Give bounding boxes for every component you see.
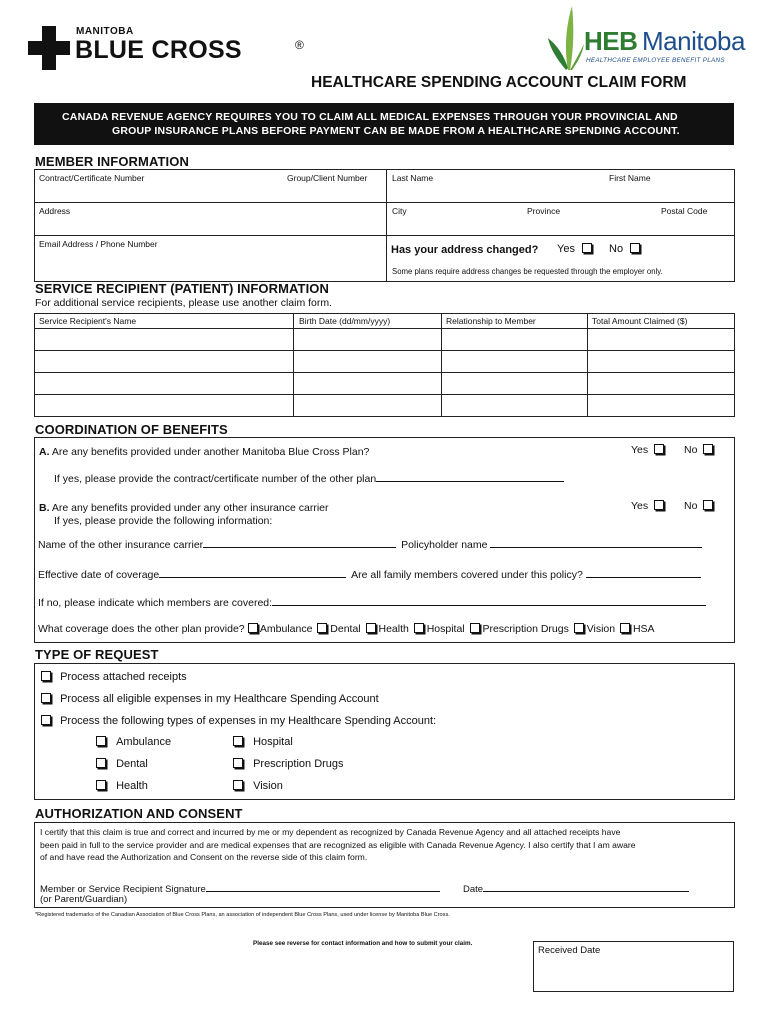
coverage-hsa-checkbox[interactable] — [620, 623, 630, 633]
form-title: HEALTHCARE SPENDING ACCOUNT CLAIM FORM — [311, 74, 687, 91]
expense-health-label: Health — [116, 780, 148, 792]
request-option-types[interactable] — [41, 715, 436, 727]
date-field[interactable] — [463, 882, 689, 895]
coverage-vision-checkbox[interactable] — [574, 623, 584, 633]
request-option-receipts[interactable] — [41, 671, 187, 683]
table-row[interactable] — [35, 329, 734, 350]
wheat-leaf-icon — [546, 4, 586, 72]
carrier-name-field[interactable] — [38, 538, 702, 551]
expense-health-checkbox[interactable] — [96, 780, 106, 790]
address-changed-yes[interactable] — [557, 243, 592, 255]
request-all-label: Process all eligible expenses in my Healthcare Spending Account — [60, 693, 379, 705]
policyholder-field[interactable] — [490, 538, 702, 548]
coverage-question: What coverage does the other plan provide? — [38, 623, 245, 635]
address-changed-question: Has your address changed? — [391, 244, 539, 256]
table-row[interactable] — [35, 395, 734, 416]
expense-dental-checkbox[interactable] — [96, 758, 106, 768]
received-date-label: Received Date — [538, 945, 601, 956]
which-members-label: If no, please indicate which members are covered: — [38, 597, 273, 609]
col-total-amount: Total Amount Claimed ($) — [592, 316, 688, 326]
postal-code-field[interactable]: Postal Code — [661, 206, 708, 216]
member-info-title: MEMBER INFORMATION — [35, 154, 189, 169]
coverage-ambulance-checkbox[interactable] — [248, 623, 258, 633]
coverage-prescription-label: Prescription Drugs — [482, 623, 569, 635]
registered-mark: ® — [295, 38, 304, 52]
address-changed-no[interactable] — [609, 243, 640, 255]
expense-prescription-label: Prescription Drugs — [253, 758, 344, 770]
cob-b-text: Are any benefits provided under any other insurance carrier — [51, 502, 329, 514]
col-relationship: Relationship to Member — [446, 316, 536, 326]
family-covered-field[interactable] — [586, 568, 701, 578]
cob-a-no-checkbox[interactable] — [703, 444, 713, 454]
coverage-ambulance-label: Ambulance — [259, 623, 313, 635]
heb-tagline: HEALTHCARE EMPLOYEE BENEFIT PLANS — [586, 57, 725, 64]
cob-b-no-checkbox[interactable] — [703, 500, 713, 510]
coverage-vision-label: Vision — [586, 623, 616, 635]
table-row[interactable] — [35, 351, 734, 372]
heb-name-text: Manitoba — [642, 26, 745, 56]
cob-title: COORDINATION OF BENEFITS — [35, 422, 228, 437]
expense-vision-label: Vision — [253, 780, 283, 792]
cob-a-yes[interactable] — [631, 444, 664, 456]
address-changed-yes-checkbox[interactable] — [582, 243, 592, 253]
consent-line-2: been paid in full to the service provider and are medical expenses that are recognized as eligible with Canada Revenue Agency. I also certify that I am aware — [40, 839, 636, 850]
coverage-hospital-label: Hospital — [426, 623, 465, 635]
coverage-health-label: Health — [378, 623, 409, 635]
expense-hospital[interactable] — [233, 736, 293, 748]
heb-manitoba-logo — [546, 4, 746, 72]
mbc-small-text: MANITOBA — [76, 26, 134, 37]
mbc-main-text: BLUE CROSS — [75, 36, 242, 64]
cob-a-no[interactable] — [684, 444, 713, 456]
received-date-box — [533, 941, 734, 992]
signature-label: Member or Service Recipient Signature — [40, 884, 206, 895]
city-field[interactable]: City — [392, 206, 407, 216]
coverage-options — [38, 623, 655, 635]
yes-label: Yes — [631, 444, 649, 456]
signature-sublabel: (or Parent/Guardian) — [40, 894, 128, 905]
request-types-label: Process the following types of expenses in my Healthcare Spending Account: — [60, 715, 437, 727]
trademark-note: *Registered trademarks of the Canadian Association of Blue Cross Plans, an association of independent Blue Cross Plans, used under license by Manitoba Blue Cross. — [35, 912, 450, 918]
coverage-prescription-checkbox[interactable] — [470, 623, 480, 633]
cob-b-followup: If yes, please provide the following information: — [54, 515, 273, 527]
expense-vision[interactable] — [233, 780, 283, 792]
recipient-subtitle: For additional service recipients, please use another claim form. — [35, 297, 333, 309]
which-members-field[interactable] — [38, 596, 706, 609]
contract-number-field[interactable]: Contract/Certificate Number — [39, 173, 145, 183]
province-field[interactable]: Province — [527, 206, 561, 216]
consent-title: AUTHORIZATION AND CONSENT — [35, 806, 243, 821]
expense-ambulance[interactable] — [96, 736, 171, 748]
notice-line-1: CANADA REVENUE AGENCY REQUIRES YOU TO CLAIM ALL MEDICAL EXPENSES THROUGH YOUR PROVINCIAL AND — [62, 111, 678, 123]
manitoba-blue-cross-logo — [28, 26, 308, 72]
coverage-hospital-checkbox[interactable] — [414, 623, 424, 633]
coverage-hsa-label: HSA — [632, 623, 655, 635]
cob-b-yes[interactable] — [631, 500, 664, 512]
request-title: TYPE OF REQUEST — [35, 647, 159, 662]
expense-hospital-label: Hospital — [253, 736, 293, 748]
cob-a-followup[interactable] — [54, 472, 564, 485]
expense-prescription-checkbox[interactable] — [233, 758, 243, 768]
cob-b-letter: B. — [39, 502, 50, 514]
expense-ambulance-label: Ambulance — [116, 736, 172, 748]
cob-b-no[interactable] — [684, 500, 713, 512]
blue-cross-icon — [28, 26, 70, 70]
email-phone-field[interactable]: Email Address / Phone Number — [39, 239, 158, 249]
cob-b-yes-checkbox[interactable] — [654, 500, 664, 510]
cob-a-text: Are any benefits provided under another Manitoba Blue Cross Plan? — [51, 446, 370, 458]
consent-line-3: of and have read the Authorization and Consent on the reverse side of this claim form. — [40, 852, 368, 863]
address-field[interactable]: Address — [39, 206, 71, 216]
heb-bold-text: HEB — [584, 26, 638, 56]
last-name-field[interactable]: Last Name — [392, 173, 434, 183]
cob-question-a — [39, 446, 369, 458]
no-label: No — [684, 444, 698, 456]
expense-dental-label: Dental — [116, 758, 148, 770]
effective-date-field[interactable] — [38, 568, 701, 581]
group-number-field[interactable]: Group/Client Number — [287, 173, 368, 183]
yes-label: Yes — [557, 243, 575, 255]
col-recipient-name: Service Recipient's Name — [39, 316, 137, 326]
policyholder-label: Policyholder name — [401, 539, 488, 551]
cob-a-yes-checkbox[interactable] — [654, 444, 664, 454]
effective-date-label: Effective date of coverage — [38, 569, 160, 581]
recipient-title: SERVICE RECIPIENT (PATIENT) INFORMATION — [35, 281, 330, 296]
no-label: No — [684, 500, 698, 512]
reverse-note: Please see reverse for contact information and how to submit your claim. — [253, 940, 473, 947]
request-receipts-checkbox[interactable] — [41, 671, 51, 681]
notice-line-2: GROUP INSURANCE PLANS BEFORE PAYMENT CAN BE MADE FROM A HEALTHCARE SPENDING ACCOUNT. — [112, 125, 680, 137]
consent-line-1: I certify that this claim is true and correct and incurred by me or my dependent as recognized by Canada Revenue Agency and all attached receipts have — [40, 827, 621, 837]
expense-ambulance-checkbox[interactable] — [96, 736, 106, 746]
request-types-checkbox[interactable] — [41, 715, 51, 725]
expense-prescription[interactable] — [233, 758, 344, 770]
expense-dental[interactable] — [96, 758, 148, 770]
consent-text — [40, 826, 636, 864]
request-receipts-label: Process attached receipts — [60, 671, 187, 683]
expense-vision-checkbox[interactable] — [233, 780, 243, 790]
cob-a-followup-text: If yes, please provide the contract/certificate number of the other plan — [54, 473, 377, 485]
request-option-all[interactable] — [41, 693, 379, 705]
no-label: No — [609, 243, 624, 255]
table-row[interactable] — [35, 373, 734, 394]
address-change-note: Some plans require address changes be requested through the employer only. — [392, 267, 663, 276]
carrier-name-label: Name of the other insurance carrier — [38, 539, 204, 551]
notice-banner — [34, 103, 734, 145]
coverage-dental-label: Dental — [330, 623, 361, 635]
col-birth-date: Birth Date (dd/mm/yyyy) — [299, 316, 391, 326]
expense-health[interactable] — [96, 780, 148, 792]
expense-hospital-checkbox[interactable] — [233, 736, 243, 746]
date-label: Date — [463, 884, 484, 895]
yes-label: Yes — [631, 500, 649, 512]
cob-a-letter: A. — [39, 446, 50, 458]
address-changed-no-checkbox[interactable] — [630, 243, 640, 253]
family-covered-label: Are all family members covered under this policy? — [351, 569, 583, 581]
member-info-box — [34, 169, 735, 282]
request-all-checkbox[interactable] — [41, 693, 51, 703]
first-name-field[interactable]: First Name — [609, 173, 651, 183]
cob-question-b — [39, 502, 329, 514]
coverage-health-checkbox[interactable] — [366, 623, 376, 633]
coverage-dental-checkbox[interactable] — [317, 623, 327, 633]
